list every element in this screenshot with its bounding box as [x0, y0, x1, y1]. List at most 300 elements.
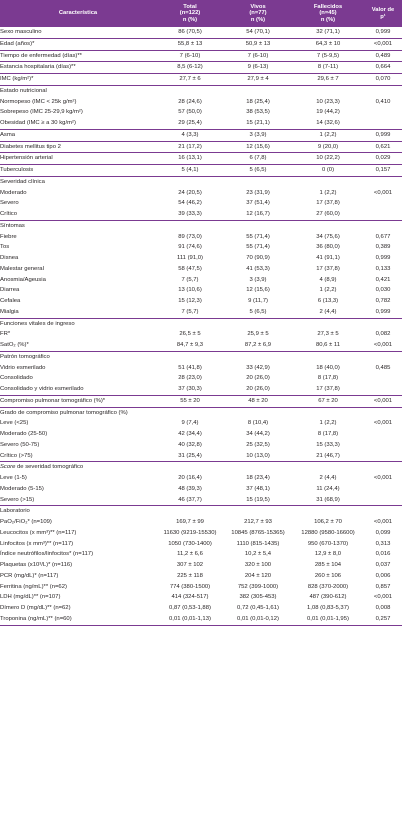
p-value: <0,001 — [373, 189, 393, 196]
total-value: 58 (47,5) — [178, 265, 202, 272]
row-label: Consolidado y vidrio esmerilado — [0, 384, 156, 395]
header-total-line2: (n=122) — [179, 10, 201, 17]
alive-value: 3 (3,9) — [249, 276, 267, 283]
deceased-value: 4 (8,9) — [319, 276, 337, 283]
row-label: Estado nutricional — [0, 87, 47, 94]
deceased-value: 0 (0) — [292, 165, 364, 177]
row-label: Disnea — [0, 255, 19, 261]
alive-value: 54 (70,1) — [224, 27, 292, 38]
row-label: Moderado (25-50) — [0, 431, 48, 437]
table-row — [0, 107, 402, 118]
total-value: 13 (10,6) — [178, 287, 202, 294]
deceased-value: 12,9 ± 8,0 — [314, 551, 342, 558]
table-row — [0, 209, 402, 220]
p-value: 0,999 — [364, 129, 402, 141]
header-deceased-line2: (n=45) — [319, 10, 337, 17]
alive-value — [224, 506, 292, 517]
p-value: 0,677 — [375, 233, 391, 240]
row-label: Severo (>15) — [0, 495, 156, 506]
alive-value: 38 (53,5) — [246, 109, 270, 116]
p-value: 0,621 — [364, 141, 402, 153]
alive-value: 0,72 (0,45-1,61) — [237, 605, 279, 611]
deceased-value: 10 (22,2) — [292, 153, 364, 165]
total-value: 39 (33,3) — [156, 209, 224, 220]
alive-value: 27,9 ± 4 — [224, 74, 292, 86]
alive-value: 37 (51,4) — [246, 200, 270, 207]
p-value: 0,421 — [375, 276, 391, 283]
row-label: Grado de compromiso pulmonar tomográfico (%) — [0, 409, 128, 416]
row-label: Moderado — [0, 189, 27, 196]
header-deceased-line3: n (%) — [320, 16, 336, 23]
section-header-row — [0, 407, 402, 418]
alive-value: 8 (10,4) — [247, 420, 269, 427]
total-value — [156, 85, 224, 96]
alive-value: 12 (16,7) — [224, 209, 292, 220]
header-characteristic: Característica — [0, 0, 156, 27]
row-label: Síntomas — [0, 222, 25, 229]
alive-value: 0,01 (0,01-0,12) — [224, 614, 292, 625]
deceased-value: 32 (71,1) — [292, 27, 364, 38]
total-value — [156, 220, 224, 231]
alive-value: 382 (305-453) — [239, 594, 277, 601]
p-value: 0,030 — [375, 287, 391, 294]
alive-value: 12 (15,6) — [246, 287, 270, 294]
alive-value: 48 ± 20 — [224, 395, 292, 407]
total-value: 11630 (9219-15530) — [163, 529, 217, 536]
alive-value: 50,9 ± 13 — [224, 38, 292, 50]
alive-value: 10,2 ± 5,4 — [244, 551, 272, 558]
p-value: <0,001 — [373, 420, 393, 427]
deceased-value: 106,2 ± 70 — [314, 519, 342, 525]
deceased-value: 36 (80,0) — [316, 244, 340, 251]
alive-value: 34 (44,2) — [246, 431, 270, 437]
total-value — [156, 462, 224, 473]
total-value: 55,8 ± 13 — [156, 38, 224, 50]
row-label: Diabetes mellitus tipo 2 — [0, 141, 156, 153]
row-label: Patrón tomográfico — [0, 353, 50, 360]
p-value: 0,857 — [375, 583, 391, 590]
p-value: 0,070 — [364, 74, 402, 86]
row-label: Estancia hospitalaria (días)** — [0, 62, 156, 74]
total-value — [156, 318, 224, 329]
deceased-value: 12880 (9580-16600) — [301, 529, 355, 536]
alive-value: 55 (71,4) — [246, 233, 270, 240]
deceased-value: 17 (37,8) — [316, 200, 340, 207]
table-row — [0, 188, 402, 199]
p-value: 0,008 — [375, 605, 391, 611]
total-value: 7 (5,7) — [156, 307, 224, 318]
p-value — [364, 407, 402, 418]
p-value: 0,099 — [375, 529, 391, 536]
total-value: 11,2 ± 6,6 — [177, 551, 203, 558]
row-label: Ferritina (ng/mL)** (n=62) — [0, 583, 67, 590]
p-value: <0,001 — [373, 594, 393, 601]
table-row — [0, 296, 402, 307]
alive-value — [224, 85, 292, 96]
alive-value: 41 (53,3) — [246, 265, 270, 272]
deceased-value: 27 (60,0) — [292, 209, 364, 220]
row-label: Hipertensión arterial — [0, 153, 156, 165]
header-total — [156, 0, 224, 27]
p-value: 0,016 — [375, 551, 391, 558]
alive-value — [224, 176, 292, 187]
deceased-value: 1 (2,2) — [319, 189, 337, 196]
header-total-line1: Total — [183, 3, 197, 10]
row-label: Funciones vitales de ingreso — [0, 320, 75, 327]
row-label: Índice neutrófilos/linfocitos* (n=117) — [0, 551, 94, 558]
total-value — [156, 351, 224, 362]
total-value: 1050 (730-1400) — [168, 540, 212, 547]
total-value: 86 (70,5) — [156, 27, 224, 38]
table-row — [0, 429, 402, 440]
table-row — [0, 614, 402, 625]
table-row — [0, 373, 402, 384]
deceased-value: 1 (2,2) — [319, 420, 337, 427]
p-value — [364, 495, 402, 506]
p-value — [364, 198, 402, 209]
total-value: 84,7 ± 9,3 — [156, 340, 224, 351]
p-value: 0,313 — [375, 540, 391, 547]
total-value: 28 (23,0) — [178, 375, 202, 382]
table-row — [0, 141, 402, 153]
deceased-value: 8 (17,8) — [317, 431, 339, 437]
row-label: Fiebre — [0, 233, 17, 240]
p-value: 0,999 — [364, 307, 402, 318]
total-value: 27,7 ± 6 — [156, 74, 224, 86]
deceased-value: 18 (40,0) — [316, 364, 340, 371]
deceased-value: 1,08 (0,83-5,37) — [307, 605, 349, 611]
p-value: 0,006 — [375, 572, 391, 579]
table-row — [0, 307, 402, 318]
p-value: 0,389 — [375, 244, 391, 251]
row-label: FR* — [0, 331, 11, 338]
p-value: <0,001 — [364, 340, 402, 351]
alive-value: 9 (11,7) — [248, 298, 268, 304]
row-label: Normopeso (IMC < 25k g/m²) — [0, 98, 77, 105]
header-deceased-line1: Fallecidos — [313, 3, 343, 10]
total-value: 4 (3,3) — [156, 129, 224, 141]
total-value: 42 (34,4) — [178, 431, 202, 437]
deceased-value: 2 (4,4) — [319, 475, 337, 481]
alive-value: 55 (71,4) — [246, 244, 270, 251]
total-value: 29 (25,4) — [156, 118, 224, 129]
italic-term: Score — [0, 464, 16, 471]
table-row — [0, 384, 402, 395]
row-label: IMC (kg/m²)* — [0, 74, 156, 86]
deceased-value: 11 (24,4) — [316, 485, 340, 492]
table-row — [0, 165, 402, 177]
table-row — [0, 528, 402, 539]
p-value — [364, 85, 402, 96]
p-value: 0,485 — [375, 364, 391, 371]
row-label: Linfocitos (x mm³)** (n=117) — [0, 540, 74, 547]
alive-value: 5 (6,5) — [224, 165, 292, 177]
alive-value: 15 (19,5) — [224, 495, 292, 506]
header-pvalue-line2: p¹ — [380, 13, 386, 20]
table-row — [0, 451, 402, 462]
alive-value — [224, 318, 292, 329]
row-label: Sobrepeso (IMC 25-29,9 kg/m²) — [0, 109, 83, 116]
alive-value: 18 (23,4) — [246, 475, 270, 481]
total-value: 15 (12,3) — [178, 298, 202, 304]
section-header-row — [0, 318, 402, 329]
total-value: 225 ± 118 — [177, 572, 203, 579]
deceased-value: 2 (4,4) — [292, 307, 364, 318]
alive-value: 70 (90,9) — [246, 255, 270, 261]
alive-value: 20 (26,0) — [246, 375, 270, 382]
deceased-value: 19 (44,2) — [316, 109, 340, 116]
deceased-value — [292, 318, 364, 329]
alive-value: 20 (26,0) — [224, 384, 292, 395]
table-row — [0, 418, 402, 429]
deceased-value: 260 ± 106 — [314, 572, 342, 579]
table-row — [0, 484, 402, 495]
total-value: 5 (4,1) — [156, 165, 224, 177]
alive-value: 6 (7,8) — [224, 153, 292, 165]
deceased-value: 29,6 ± 7 — [292, 74, 364, 86]
row-label: PaO₂/FiO₂* (n=109) — [0, 519, 52, 525]
alive-value: 23 (31,9) — [246, 189, 270, 196]
row-label: Laboratorio — [0, 508, 30, 515]
alive-value: 12 (15,6) — [224, 141, 292, 153]
deceased-value: 64,3 ± 10 — [292, 38, 364, 50]
table-row — [0, 253, 402, 264]
deceased-value: 950 (670-1370) — [307, 540, 349, 547]
deceased-value: 41 (91,1) — [316, 255, 340, 261]
deceased-value: 7 (5-9,5) — [292, 50, 364, 62]
total-value: 54 (46,2) — [178, 200, 202, 207]
p-value: 0,133 — [375, 265, 391, 272]
p-value — [364, 220, 402, 231]
deceased-value: 17 (37,8) — [316, 265, 340, 272]
alive-value: 18 (25,4) — [246, 98, 270, 105]
table-header-row — [0, 0, 402, 27]
header-total-line3: n (%) — [182, 16, 198, 23]
deceased-value: 14 (32,6) — [292, 118, 364, 129]
alive-value: 752 (399-1000) — [237, 583, 279, 590]
table-row — [0, 285, 402, 296]
total-value: 20 (16,4) — [178, 475, 202, 481]
p-value — [364, 318, 402, 329]
deceased-value: 67 ± 20 — [292, 395, 364, 407]
total-value: 8,5 (6-12) — [156, 62, 224, 74]
row-label: Malestar general — [0, 265, 44, 272]
row-label: Score de severidad tomográfico — [0, 464, 84, 471]
deceased-value: 487 (390-612) — [309, 594, 347, 601]
total-value: 51 (41,8) — [178, 364, 202, 371]
total-value: 169,7 ± 99 — [176, 519, 204, 525]
total-value: 0,01 (0,01-1,13) — [156, 614, 224, 625]
row-label: Crítico — [0, 209, 156, 220]
header-pvalue — [364, 0, 402, 27]
deceased-value — [292, 220, 364, 231]
table-row — [0, 264, 402, 275]
section-header-row — [0, 506, 402, 517]
row-label: Severo — [0, 200, 19, 207]
row-label: Dímero D (mg/dL)** (n=62) — [0, 605, 71, 611]
deceased-value — [292, 506, 364, 517]
deceased-value — [292, 85, 364, 96]
p-value — [364, 484, 402, 495]
p-value: 0,999 — [364, 27, 402, 38]
row-label: Diarrea — [0, 287, 20, 294]
table-row — [0, 495, 402, 506]
total-value: 774 (380-1500) — [169, 583, 211, 590]
table-row — [0, 242, 402, 253]
table-row — [0, 153, 402, 165]
p-value: 0,157 — [364, 165, 402, 177]
table-row — [0, 129, 402, 141]
total-value — [156, 506, 224, 517]
row-label: PCR (mg/dL)* (n=117) — [0, 572, 59, 579]
row-label: Tos — [0, 244, 10, 251]
p-value — [364, 451, 402, 462]
deceased-value: 27,3 ± 5 — [317, 331, 339, 338]
row-label: Sexo masculino — [0, 27, 156, 38]
alive-value: 1110 (815-1435) — [236, 540, 280, 547]
alive-value: 87,2 ± 6,9 — [224, 340, 292, 351]
section-header-row — [0, 85, 402, 96]
p-value: <0,001 — [364, 38, 402, 50]
alive-value — [224, 462, 292, 473]
p-value: 0,257 — [364, 614, 402, 625]
deceased-value: 8 (17,8) — [317, 375, 339, 382]
p-value — [364, 373, 402, 384]
alive-value: 15 (21,1) — [224, 118, 292, 129]
table-row — [0, 517, 402, 528]
table-row — [0, 38, 402, 50]
table-row — [0, 97, 402, 108]
total-value: 0,87 (0,53-1,88) — [169, 605, 211, 611]
alive-value: 3 (3,9) — [224, 129, 292, 141]
table-row — [0, 571, 402, 582]
row-label: Cefalea — [0, 298, 21, 304]
p-value — [364, 429, 402, 440]
table-row — [0, 592, 402, 603]
row-label: Severo (50-75) — [0, 441, 40, 448]
row-label: Mialgia — [0, 307, 156, 318]
p-value — [364, 107, 402, 118]
p-value — [364, 462, 402, 473]
p-value — [364, 351, 402, 362]
row-label: Severidad clínica — [0, 178, 45, 185]
alive-value: 25,9 ± 5 — [247, 331, 269, 338]
p-value: 0,999 — [375, 255, 391, 261]
table-row — [0, 329, 402, 340]
alive-value: 320 ± 100 — [244, 562, 272, 568]
row-label: Edad (años)* — [0, 38, 156, 50]
deceased-value: 6 (13,3) — [317, 298, 339, 304]
deceased-value: 31 (68,9) — [292, 495, 364, 506]
total-value: 9 (7,4) — [181, 420, 199, 427]
total-value: 48 (39,3) — [178, 485, 202, 492]
total-value: 31 (25,4) — [156, 451, 224, 462]
total-value: 26,5 ± 5 — [179, 331, 201, 338]
table-row — [0, 473, 402, 484]
p-value: 0,029 — [364, 153, 402, 165]
total-value: 40 (32,8) — [178, 441, 202, 448]
header-alive — [224, 0, 292, 27]
row-label: Anosmia/Ageusia — [0, 276, 46, 283]
p-value: <0,001 — [373, 519, 393, 525]
alive-value: 25 (32,5) — [246, 441, 270, 448]
row-label: SatO₂ (%)* — [0, 340, 156, 351]
total-value — [156, 176, 224, 187]
table-row — [0, 582, 402, 593]
row-label: Leucocitos (x mm³)** (n=117) — [0, 529, 77, 536]
p-value — [364, 118, 402, 129]
deceased-value: 285 ± 104 — [314, 562, 342, 568]
total-value: 37 (30,3) — [156, 384, 224, 395]
deceased-value: 10 (23,3) — [316, 98, 340, 105]
table-row — [0, 603, 402, 614]
deceased-value: 80,6 ± 11 — [292, 340, 364, 351]
row-label: Vidrio esmerilado — [0, 364, 46, 371]
total-value: 7 (6-10) — [156, 50, 224, 62]
total-value: 24 (20,5) — [178, 189, 202, 196]
alive-value: 212,7 ± 93 — [244, 519, 272, 525]
table-row — [0, 340, 402, 351]
total-value: 28 (24,6) — [178, 98, 202, 105]
deceased-value — [292, 462, 364, 473]
p-value: 0,489 — [364, 50, 402, 62]
p-value: 0,410 — [375, 98, 391, 105]
table-row — [0, 27, 402, 38]
table-row — [0, 560, 402, 571]
total-value: 111 (91,0) — [177, 255, 203, 261]
total-value: 21 (17,2) — [156, 141, 224, 153]
p-value: 0,082 — [375, 331, 391, 338]
alive-value — [224, 407, 292, 418]
table-row — [0, 118, 402, 129]
deceased-value — [292, 176, 364, 187]
total-value: 46 (37,7) — [156, 495, 224, 506]
p-value — [364, 440, 402, 451]
p-value: 0,664 — [364, 62, 402, 74]
deceased-value — [292, 407, 364, 418]
header-alive-line2: (n=77) — [249, 10, 267, 17]
row-label: Asma — [0, 129, 156, 141]
alive-value: 204 ± 120 — [244, 572, 272, 579]
row-label: Troponina (ng/mL)** (n=60) — [0, 614, 156, 625]
total-value: 307 ± 102 — [176, 562, 204, 568]
p-value: 0,782 — [375, 298, 391, 304]
alive-value: 10845 (8765-15365) — [231, 529, 285, 536]
total-value: 55 ± 20 — [156, 395, 224, 407]
header-deceased — [292, 0, 364, 27]
section-header-row — [0, 351, 402, 362]
p-value: 0,037 — [375, 562, 391, 568]
deceased-value: 1 (2,2) — [319, 287, 337, 294]
deceased-value: 0,01 (0,01-1,95) — [292, 614, 364, 625]
deceased-value: 15 (33,3) — [316, 441, 340, 448]
table-row — [0, 539, 402, 550]
table-row — [0, 62, 402, 74]
row-label: Tiempo de enfermedad (días)** — [0, 50, 156, 62]
deceased-value: 828 (370-2000) — [307, 583, 349, 590]
p-value — [364, 209, 402, 220]
total-value: 91 (74,6) — [178, 244, 202, 251]
table-row — [0, 74, 402, 86]
table-row — [0, 50, 402, 62]
total-value: 7 (5,7) — [181, 276, 199, 283]
deceased-value: 8 (7-11) — [292, 62, 364, 74]
header-pvalue-line1: Valor de — [371, 6, 395, 13]
row-label: Compromiso pulmonar tomográfico (%)* — [0, 395, 156, 407]
header-alive-line3: n (%) — [250, 16, 266, 23]
table-row — [0, 232, 402, 243]
p-value — [364, 384, 402, 395]
